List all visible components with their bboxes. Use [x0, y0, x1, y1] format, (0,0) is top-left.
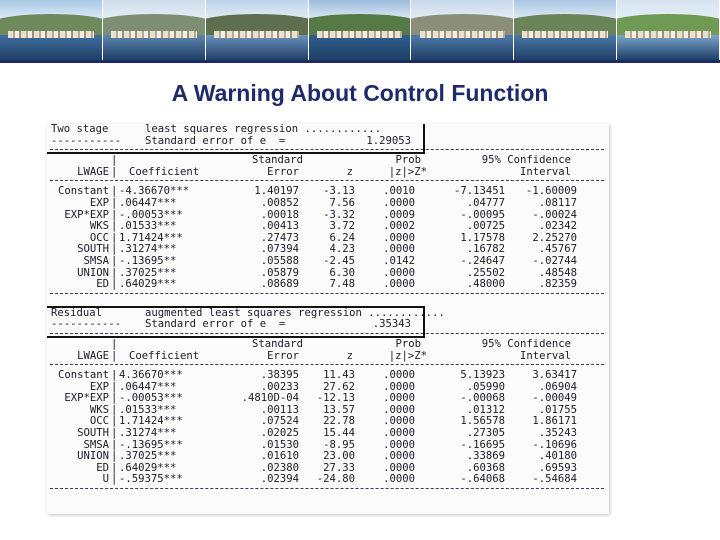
- standard-error: .4810D-04: [241, 392, 299, 405]
- highlight-box-residual: [47, 306, 425, 338]
- header-confidence: 95% Confidence: [481, 154, 571, 167]
- p-value: .0000: [383, 380, 415, 393]
- banner-photo: [0, 0, 103, 60]
- p-value: .0000: [383, 231, 415, 244]
- coefficient: .37025***: [119, 450, 177, 463]
- standard-error-value: 1.29053: [366, 134, 411, 147]
- header-standard: Standard: [251, 337, 303, 350]
- z-stat: -3.13: [323, 185, 355, 198]
- variable-name: ED: [96, 278, 109, 291]
- column-separator: |: [111, 369, 118, 382]
- table-row: [47, 428, 609, 440]
- variable-name: Constant: [57, 369, 109, 382]
- variable-name: SMSA: [83, 254, 109, 267]
- ci-lower: .60368: [466, 461, 505, 474]
- header-error: Error: [267, 165, 299, 178]
- column-separator: |: [111, 185, 118, 198]
- z-stat: -3.32: [323, 208, 355, 221]
- p-value: .0000: [383, 450, 415, 463]
- standard-error-label: Standard error of e =: [145, 134, 286, 147]
- column-separator: |: [111, 196, 118, 209]
- variable-name: SOUTH: [77, 243, 109, 256]
- standard-error: .05588: [260, 254, 299, 267]
- variable-name: WKS: [89, 220, 109, 233]
- header-pvalue: |z|>Z*: [388, 349, 427, 362]
- z-stat: 4.23: [329, 243, 355, 256]
- regression-printout: [47, 124, 609, 514]
- header-dependent-variable: LWAGE: [77, 165, 109, 178]
- coefficient: .37025***: [119, 266, 177, 279]
- column-separator: |: [111, 254, 118, 267]
- z-stat: -12.13: [316, 392, 355, 405]
- coefficient: 1.71424***: [119, 231, 183, 244]
- standard-error: .00852: [260, 196, 299, 209]
- z-stat: 6.30: [329, 266, 355, 279]
- p-value: .0000: [383, 427, 415, 440]
- column-separator: |: [111, 403, 118, 416]
- table-row: [47, 198, 609, 210]
- table-row: [47, 221, 609, 233]
- z-stat: -24.80: [316, 473, 355, 486]
- z-stat: -8.95: [323, 438, 355, 451]
- ci-upper: .48548: [538, 266, 577, 279]
- variable-name: EXP*EXP: [64, 392, 109, 405]
- standard-error: .01530: [260, 438, 299, 451]
- ci-upper: -1.60009: [525, 185, 577, 198]
- coefficient: -.00053***: [119, 392, 183, 405]
- rule-fragment: -----------: [51, 318, 122, 331]
- table-header-row: [47, 167, 609, 179]
- ci-lower: -.64068: [460, 473, 505, 486]
- photo-banner: [0, 0, 720, 60]
- coefficient: .06447***: [119, 196, 177, 209]
- highlight-box-two-stage: [47, 124, 425, 154]
- p-value: .0009: [383, 208, 415, 221]
- variable-name: ED: [96, 461, 109, 474]
- ci-upper: 3.63417: [532, 369, 577, 382]
- z-stat: 15.44: [323, 427, 355, 440]
- ci-upper: .08117: [538, 196, 577, 209]
- standard-error: .02394: [260, 473, 299, 486]
- standard-error: .00113: [260, 403, 299, 416]
- p-value: .0000: [383, 438, 415, 451]
- ci-upper: 2.25270: [532, 231, 577, 244]
- column-separator: |: [111, 427, 118, 440]
- coefficient: .01533***: [119, 403, 177, 416]
- ci-upper: -.02744: [532, 254, 577, 267]
- coefficient: .64029***: [119, 461, 177, 474]
- coefficient: -4.36670***: [119, 185, 190, 198]
- table-header-row: [47, 339, 609, 351]
- column-separator: |: [111, 392, 118, 405]
- p-value: .0000: [383, 243, 415, 256]
- ci-upper: .82359: [538, 278, 577, 291]
- p-value: .0000: [383, 473, 415, 486]
- ci-upper: .35243: [538, 427, 577, 440]
- column-separator: |: [111, 415, 118, 428]
- standard-error: 1.40197: [254, 185, 299, 198]
- p-value: .0002: [383, 220, 415, 233]
- header-standard: Standard: [251, 154, 303, 167]
- regression-type-label: Residual: [51, 306, 103, 319]
- variable-name: OCC: [89, 415, 109, 428]
- regression-type-label: Two stage: [51, 124, 109, 135]
- standard-error: .00018: [260, 208, 299, 221]
- column-separator: |: [111, 438, 118, 451]
- header-prob: Prob: [395, 154, 421, 167]
- p-value: .0000: [383, 403, 415, 416]
- header-interval: Interval: [519, 165, 571, 178]
- coefficient: -.59375***: [119, 473, 183, 486]
- banner-photo: [309, 0, 412, 60]
- standard-error: .08689: [260, 278, 299, 291]
- table-row: [47, 279, 609, 291]
- regression-description: least squares regression ............: [145, 124, 381, 135]
- ci-lower: 5.13923: [460, 369, 505, 382]
- ci-upper: .01755: [538, 403, 577, 416]
- column-separator: |: [111, 461, 118, 474]
- column-separator: |: [111, 165, 118, 178]
- p-value: .0000: [383, 369, 415, 382]
- z-stat: 11.43: [323, 369, 355, 382]
- rule-fragment: -----------: [51, 134, 122, 147]
- table-row: [47, 256, 609, 268]
- slide-title: A Warning About Control Function: [171, 80, 549, 106]
- p-value: .0010: [383, 185, 415, 198]
- ci-lower: .05990: [466, 380, 505, 393]
- ci-lower: 1.56578: [460, 415, 505, 428]
- standard-error-label: Standard error of e =: [145, 318, 286, 331]
- ci-lower: -.16695: [460, 438, 505, 451]
- ci-lower: .48000: [466, 278, 505, 291]
- header-confidence: 95% Confidence: [481, 337, 571, 350]
- banner-photo: [411, 0, 514, 60]
- column-separator: |: [111, 473, 118, 486]
- standard-error: .27473: [260, 231, 299, 244]
- table-rule: [50, 293, 604, 296]
- banner-divider: [0, 60, 720, 63]
- coefficient: .64029***: [119, 278, 177, 291]
- ci-lower: .33869: [466, 450, 505, 463]
- coefficient: -.00053***: [119, 208, 183, 221]
- coefficient: -.13695**: [119, 254, 177, 267]
- header-z: z: [346, 349, 353, 362]
- header-coefficient: Coefficient: [129, 349, 200, 362]
- table-row: [47, 370, 609, 382]
- variable-name: UNION: [77, 266, 109, 279]
- p-value: .0000: [383, 461, 415, 474]
- ci-lower: -.00095: [460, 208, 505, 221]
- variable-name: OCC: [89, 231, 109, 244]
- table-rule: [50, 488, 604, 491]
- coefficient: 1.71424***: [119, 415, 183, 428]
- column-separator: |: [111, 220, 118, 233]
- ci-lower: -7.13451: [453, 185, 505, 198]
- table-rule: [50, 180, 604, 183]
- coefficient: .31274***: [119, 427, 177, 440]
- table-row: [47, 474, 609, 486]
- ci-upper: .02342: [538, 220, 577, 233]
- table-rule: [50, 364, 604, 367]
- column-separator: |: [111, 349, 118, 362]
- variable-name: UNION: [77, 450, 109, 463]
- header-z: z: [346, 165, 353, 178]
- column-separator: |: [111, 380, 118, 393]
- banner-photo: [617, 0, 720, 60]
- column-separator: |: [111, 337, 118, 350]
- ci-upper: .69593: [538, 461, 577, 474]
- ci-upper: .06904: [538, 380, 577, 393]
- variable-name: EXP*EXP: [64, 208, 109, 221]
- ci-upper: 1.86171: [532, 415, 577, 428]
- ci-lower: .27305: [466, 427, 505, 440]
- z-stat: 6.24: [329, 231, 355, 244]
- coefficient: .01533***: [119, 220, 177, 233]
- z-stat: 7.56: [329, 196, 355, 209]
- standard-error: .01610: [260, 450, 299, 463]
- p-value: .0000: [383, 392, 415, 405]
- z-stat: 3.72: [329, 220, 355, 233]
- ci-upper: -.10696: [532, 438, 577, 451]
- standard-error: .02025: [260, 427, 299, 440]
- variable-name: Constant: [57, 185, 109, 198]
- ci-lower: .00725: [466, 220, 505, 233]
- column-separator: |: [111, 231, 118, 244]
- banner-photo: [514, 0, 617, 60]
- standard-error: .07394: [260, 243, 299, 256]
- standard-error: .38395: [260, 369, 299, 382]
- banner-photo: [103, 0, 206, 60]
- column-separator: |: [111, 243, 118, 256]
- ci-lower: .16782: [466, 243, 505, 256]
- coefficient: .06447***: [119, 380, 177, 393]
- z-stat: 7.48: [329, 278, 355, 291]
- z-stat: 22.78: [323, 415, 355, 428]
- standard-error: .07524: [260, 415, 299, 428]
- coefficient: -.13695***: [119, 438, 183, 451]
- column-separator: |: [111, 266, 118, 279]
- banner-photo: [206, 0, 309, 60]
- ci-lower: 1.17578: [460, 231, 505, 244]
- header-coefficient: Coefficient: [129, 165, 200, 178]
- standard-error: .00233: [260, 380, 299, 393]
- ci-lower: -.00068: [460, 392, 505, 405]
- z-stat: 27.62: [323, 380, 355, 393]
- regression-description: augmented least squares regression ............: [145, 306, 445, 319]
- standard-error: .02380: [260, 461, 299, 474]
- column-separator: |: [111, 208, 118, 221]
- z-stat: -2.45: [323, 254, 355, 267]
- ci-upper: .45767: [538, 243, 577, 256]
- ci-lower: -.24647: [460, 254, 505, 267]
- ci-upper: .40180: [538, 450, 577, 463]
- header-error: Error: [267, 349, 299, 362]
- standard-error: .00413: [260, 220, 299, 233]
- p-value: .0000: [383, 196, 415, 209]
- variable-name: SMSA: [83, 438, 109, 451]
- standard-error: .05879: [260, 266, 299, 279]
- ci-lower: .25502: [466, 266, 505, 279]
- coefficient: 4.36670***: [119, 369, 183, 382]
- p-value: .0142: [383, 254, 415, 267]
- variable-name: SOUTH: [77, 427, 109, 440]
- column-separator: |: [111, 450, 118, 463]
- table-header-row: [47, 351, 609, 363]
- ci-upper: -.00024: [532, 208, 577, 221]
- header-dependent-variable: LWAGE: [77, 349, 109, 362]
- ci-upper: -.00049: [532, 392, 577, 405]
- p-value: .0000: [383, 266, 415, 279]
- ci-lower: .04777: [466, 196, 505, 209]
- header-pvalue: |z|>Z*: [388, 165, 427, 178]
- z-stat: 13.57: [323, 403, 355, 416]
- variable-name: U: [102, 473, 109, 486]
- column-separator: |: [111, 154, 118, 167]
- ci-lower: .01312: [466, 403, 505, 416]
- p-value: .0000: [383, 415, 415, 428]
- z-stat: 23.00: [323, 450, 355, 463]
- z-stat: 27.33: [323, 461, 355, 474]
- variable-name: EXP: [89, 196, 109, 209]
- ci-upper: -.54684: [532, 473, 577, 486]
- p-value: .0000: [383, 278, 415, 291]
- header-prob: Prob: [395, 337, 421, 350]
- coefficient: .31274***: [119, 243, 177, 256]
- column-separator: |: [111, 278, 118, 291]
- variable-name: WKS: [89, 403, 109, 416]
- header-interval: Interval: [519, 349, 571, 362]
- variable-name: EXP: [89, 380, 109, 393]
- standard-error-value: .35343: [372, 318, 411, 331]
